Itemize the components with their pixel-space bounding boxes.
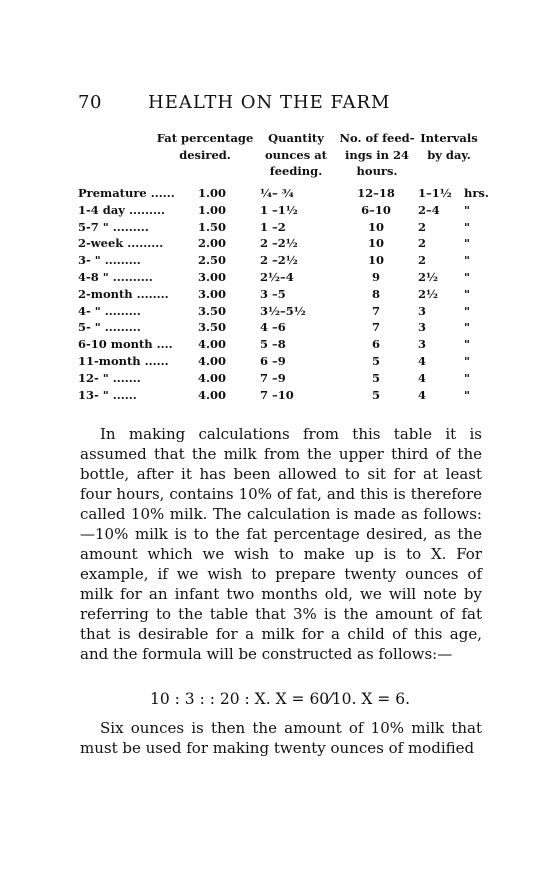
table-row <box>78 185 488 202</box>
header-line: ounces at <box>265 147 327 162</box>
running-title: HEALTH ON THE FARM <box>148 92 391 113</box>
paragraph-text: In making calculations from this table it is assumed that the milk from the upper third of the bottle, after it has been allowed to sit for at least four hours, contains 10% of fat, and this is therefore called 10% milk. The calculation is made as follows:—10% milk is to the fat percentage desired, as the amount which we wish to make up is to X. For example, if we wish to prepare twenty ounces of milk for an infant two months old, we will note by referring to the table that 3% is the amount of fat that is desirable for a milk for a child of this age, and the formula will be constructed as follows:— <box>80 425 482 663</box>
fat-cell: 3.00 <box>198 269 227 284</box>
fat-cell: 3.00 <box>198 286 227 301</box>
fat-cell: 1.00 <box>198 202 227 217</box>
age-cell: 3- " ......... <box>78 253 141 268</box>
fat-cell: 4.00 <box>198 337 227 352</box>
quantity-cell: 7 –9 <box>260 370 286 385</box>
unit-cell: " <box>464 337 470 352</box>
table-row <box>78 303 488 320</box>
fat-cell: 4.00 <box>198 353 227 368</box>
header-intervals <box>414 130 484 163</box>
interval-cell: 4 <box>418 387 427 402</box>
table-row <box>78 252 488 269</box>
fat-cell: 2.50 <box>198 253 227 268</box>
unit-cell: " <box>464 219 470 234</box>
header-line: Fat percentage <box>156 131 254 145</box>
unit-cell: " <box>464 253 470 268</box>
header-quantity <box>256 130 336 180</box>
age-cell: 2-month ........ <box>78 286 169 301</box>
feedings-cell: 6–10 <box>361 202 391 217</box>
feedings-cell: 9 <box>371 269 380 284</box>
quantity-cell: ¼– ¾ <box>260 186 294 200</box>
table-body <box>78 185 488 403</box>
header-line: No. of feed- <box>339 131 415 145</box>
unit-cell: " <box>464 303 470 318</box>
fat-cell: 2.00 <box>198 236 227 251</box>
age-cell: 12- " ....... <box>78 370 141 385</box>
age-cell: 11-month ...... <box>78 353 169 368</box>
interval-cell: 2 <box>418 236 427 251</box>
fat-cell: 3.50 <box>198 320 227 335</box>
table-row <box>78 202 488 219</box>
unit-cell: " <box>464 353 470 368</box>
age-cell: 5- " ......... <box>78 320 141 335</box>
feedings-cell: 5 <box>371 353 380 368</box>
unit-cell: " <box>464 320 470 335</box>
unit-cell: " <box>464 202 470 217</box>
header-line: Quantity <box>268 131 324 145</box>
quantity-cell: 2 –2½ <box>260 253 298 268</box>
table-row <box>78 370 488 387</box>
header-line: by day. <box>427 147 471 162</box>
age-cell: 5-7 " ......... <box>78 219 149 234</box>
interval-cell: 2 <box>418 219 427 234</box>
table-row <box>78 353 488 370</box>
unit-cell: " <box>464 370 470 385</box>
header-fat-percentage <box>154 130 256 163</box>
unit-cell: " <box>464 286 470 301</box>
feedings-cell: 5 <box>371 387 380 402</box>
unit-cell: hrs. <box>464 186 489 200</box>
interval-cell: 3 <box>418 320 427 335</box>
age-cell: 2-week ......... <box>78 236 164 251</box>
age-cell: 6-10 month .... <box>78 337 173 352</box>
header-line: feeding. <box>269 164 323 178</box>
feedings-cell: 5 <box>371 370 380 385</box>
quantity-cell: 2½–4 <box>260 269 294 284</box>
age-cell: 4-8 " .......... <box>78 269 153 284</box>
unit-cell: " <box>464 269 470 284</box>
unit-cell: " <box>464 387 470 402</box>
feedings-cell: 10 <box>367 219 384 234</box>
unit-cell: " <box>464 236 470 251</box>
quantity-cell: 3½–5½ <box>260 303 306 318</box>
interval-cell: 1–1½ <box>418 186 452 200</box>
table-row <box>78 235 488 252</box>
interval-cell: 2 <box>418 253 427 268</box>
interval-cell: 3 <box>418 337 427 352</box>
paragraph <box>80 424 482 664</box>
running-head <box>78 92 482 116</box>
feedings-cell: 10 <box>367 236 384 251</box>
interval-cell: 2–4 <box>418 202 440 217</box>
formula: 10 : 3 : : 20 : X. X = 60⁄10. X = 6. <box>150 690 411 708</box>
page-number: 70 <box>78 92 102 113</box>
fat-cell: 1.00 <box>198 186 227 200</box>
interval-cell: 2½ <box>418 286 438 301</box>
paragraph <box>80 718 482 758</box>
interval-cell: 3 <box>418 303 427 318</box>
fat-cell: 4.00 <box>198 370 227 385</box>
feedings-cell: 7 <box>371 320 380 335</box>
feedings-cell: 6 <box>371 337 380 352</box>
table-row <box>78 387 488 404</box>
age-cell: Premature ...... <box>78 186 175 200</box>
interval-cell: 2½ <box>418 269 438 284</box>
header-line: desired. <box>179 147 231 162</box>
feedings-cell: 7 <box>371 303 380 318</box>
interval-cell: 4 <box>418 353 427 368</box>
header-line: Intervals <box>420 131 478 145</box>
paragraph-text: Six ounces is then the amount of 10% milk that must be used for making twenty ounces of modified <box>80 719 482 757</box>
header-line: ings in 24 <box>345 147 409 162</box>
header-feedings <box>332 130 422 180</box>
quantity-cell: 7 –10 <box>260 387 294 402</box>
feedings-cell: 12–18 <box>357 186 395 200</box>
table-row <box>78 286 488 303</box>
quantity-cell: 1 –1½ <box>260 202 298 217</box>
fat-cell: 4.00 <box>198 387 227 402</box>
quantity-cell: 6 –9 <box>260 353 286 368</box>
fat-cell: 3.50 <box>198 303 227 318</box>
quantity-cell: 4 –6 <box>260 320 286 335</box>
quantity-cell: 2 –2½ <box>260 236 298 251</box>
age-cell: 1-4 day ......... <box>78 202 165 217</box>
fat-cell: 1.50 <box>198 219 227 234</box>
header-line: hours. <box>356 164 398 178</box>
feedings-cell: 10 <box>367 253 384 268</box>
quantity-cell: 5 –8 <box>260 337 286 352</box>
table-row <box>78 269 488 286</box>
quantity-cell: 3 –5 <box>260 286 286 301</box>
table-row <box>78 336 488 353</box>
quantity-cell: 1 –2 <box>260 219 286 234</box>
feedings-cell: 8 <box>371 286 380 301</box>
age-cell: 13- " ...... <box>78 387 137 402</box>
interval-cell: 4 <box>418 370 427 385</box>
table-row <box>78 319 488 336</box>
table-row <box>78 219 488 236</box>
age-cell: 4- " ......... <box>78 303 141 318</box>
